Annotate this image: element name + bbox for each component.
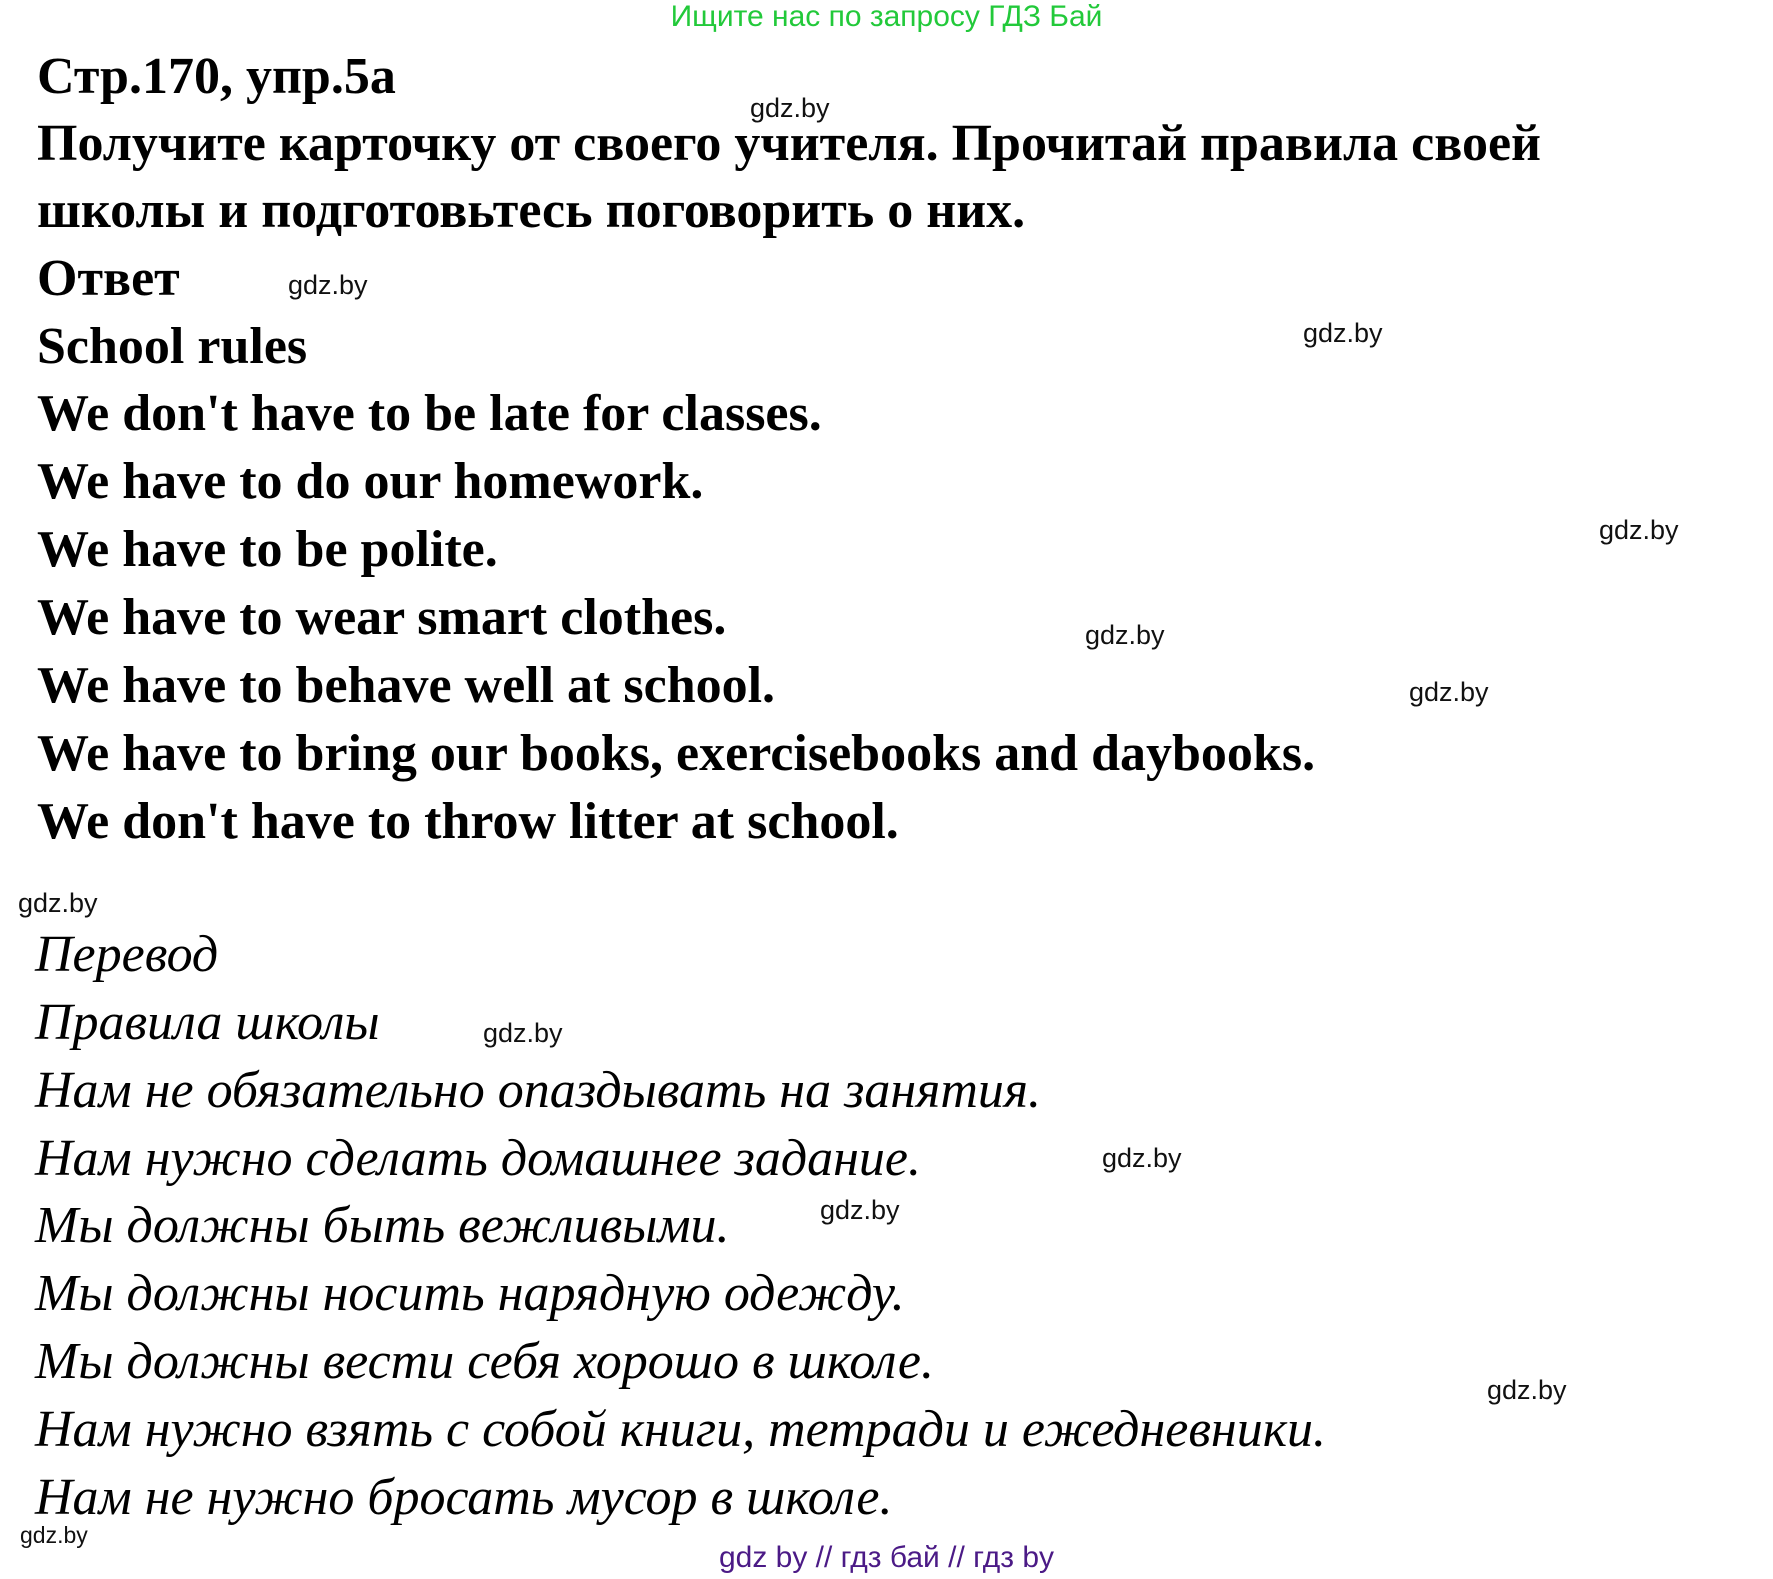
translation-heading: Правила школы (35, 994, 380, 1051)
translation-line: Нам не обязательно опаздывать на занятия. (35, 1062, 1042, 1119)
page-title: Стр.170, упр.5а (37, 48, 396, 105)
answer-line: We have to do our homework. (37, 453, 704, 510)
answer-line: We have to be polite. (37, 521, 498, 578)
translation-line: Нам нужно сделать домашнее задание. (35, 1130, 922, 1187)
task-line-1: Получите карточку от своего учителя. Прочитай правила своей (37, 115, 1541, 172)
watermark: gdz.by (750, 93, 830, 123)
answer-heading: School rules (37, 318, 308, 375)
translation-line: Мы должны носить нарядную одежду. (35, 1265, 905, 1322)
search-hint-banner: Ищите нас по запросу ГДЗ Бай (670, 0, 1103, 33)
translation-line: Нам нужно взять с собой книги, тетради и ежедневники. (35, 1401, 1327, 1458)
answer-line: We have to wear smart clothes. (37, 589, 727, 646)
watermark: gdz.by (1409, 677, 1489, 707)
watermark: gdz.by (20, 1522, 88, 1548)
answer-line: We don't have to throw litter at school. (37, 793, 899, 850)
watermark: gdz.by (1599, 515, 1679, 545)
watermark: gdz.by (18, 888, 98, 918)
answer-line: We have to behave well at school. (37, 657, 776, 714)
watermark: gdz.by (1085, 620, 1165, 650)
answer-line: We have to bring our books, exercisebooks and daybooks. (37, 725, 1316, 782)
watermark: gdz.by (1303, 318, 1383, 348)
answer-label: Ответ (37, 250, 180, 307)
watermark: gdz.by (1102, 1143, 1182, 1173)
answer-line: We don't have to be late for classes. (37, 385, 822, 442)
translation-label: Перевод (35, 926, 219, 983)
watermark: gdz.by (483, 1018, 563, 1048)
task-line-2: школы и подготовьтесь поговорить о них. (37, 182, 1026, 239)
translation-line: Нам не нужно бросать мусор в школе. (35, 1469, 893, 1526)
translation-line: Мы должны быть вежливыми. (35, 1197, 730, 1254)
watermark: gdz.by (1487, 1375, 1567, 1405)
watermark: gdz.by (288, 270, 368, 300)
translation-line: Мы должны вести себя хорошо в школе. (35, 1333, 934, 1390)
watermark: gdz.by (820, 1195, 900, 1225)
footer-links: gdz by // гдз бай // гдз by (718, 1541, 1055, 1574)
